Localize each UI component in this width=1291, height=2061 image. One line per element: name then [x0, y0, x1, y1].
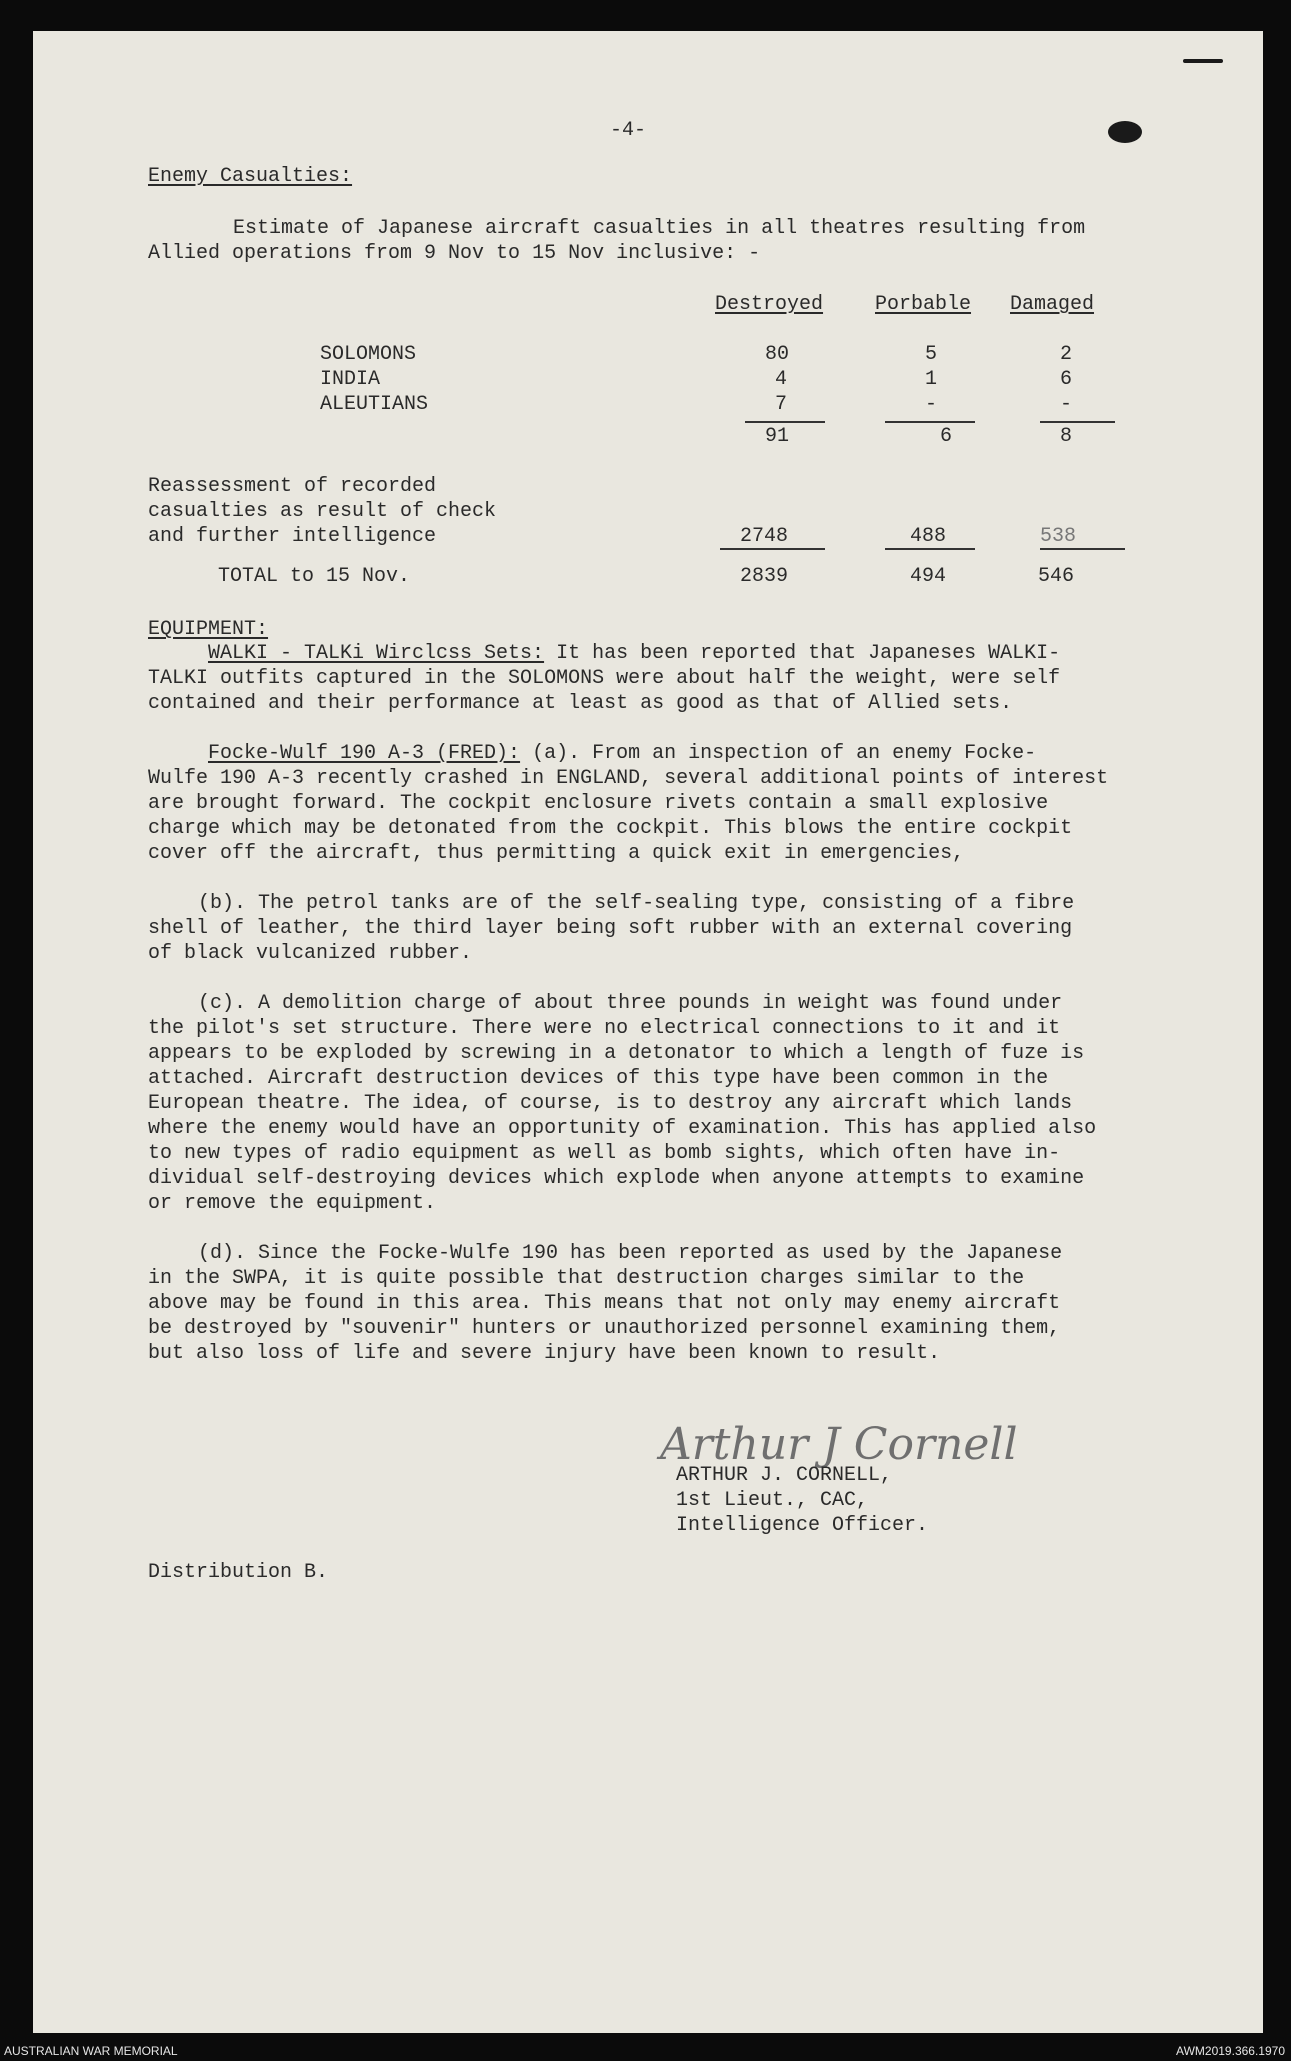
- cell-solomons-destroyed: 80: [765, 343, 790, 366]
- cell-solomons-probable: 5: [925, 343, 938, 366]
- total-rule-destroyed: [720, 548, 825, 550]
- total-damaged: 546: [1038, 565, 1075, 588]
- para-c-line-4: attached. Aircraft destruction devices of this type have been common in the: [148, 1067, 1049, 1090]
- para-b-line-1: (b). The petrol tanks are of the self-sealing type, consisting of a fibre: [198, 892, 1075, 915]
- equipment-heading: EQUIPMENT:: [148, 618, 269, 641]
- para-c-line-8: dividual self-destroying devices which explode when anyone attempts to examine: [148, 1167, 1085, 1190]
- cell-india-probable: 1: [925, 368, 938, 391]
- subtotal-probable: 6: [940, 425, 953, 448]
- para-c-line-3: appears to be exploded by screwing in a detonator to which a length of fuze is: [148, 1042, 1085, 1065]
- page-number: -4-: [610, 119, 647, 142]
- row-label-aleutians: ALEUTIANS: [320, 393, 429, 416]
- cell-india-destroyed: 4: [775, 368, 788, 391]
- enemy-casualties-heading: Enemy Casualties:: [148, 165, 353, 188]
- para-c-line-1: (c). A demolition charge of about three pounds in weight was found under: [198, 992, 1063, 1015]
- subtotal-damaged: 8: [1060, 425, 1073, 448]
- focke-line-3: are brought forward. The cockpit enclosure rivets contain a small explosive: [148, 792, 1049, 815]
- subtotal-rule-damaged: [1040, 421, 1115, 423]
- focke-line-4: charge which may be detonated from the cockpit. This blows the entire cockpit: [148, 817, 1073, 840]
- cell-solomons-damaged: 2: [1060, 343, 1073, 366]
- header-probable: Porbable: [875, 293, 972, 316]
- cell-india-damaged: 6: [1060, 368, 1073, 391]
- para-c-line-5: European theatre. The idea, of course, is to destroy any aircraft which lands: [148, 1092, 1073, 1115]
- ink-mark: [1183, 59, 1223, 63]
- focke-paragraph-line-1: [208, 741, 1036, 766]
- cell-aleutians-probable: -: [925, 393, 938, 416]
- para-c-line-7: to new types of radio equipment as well as bomb sights, which often have in-: [148, 1142, 1061, 1165]
- signature-title: Intelligence Officer.: [676, 1514, 929, 1537]
- footer-institution: AUSTRALIAN WAR MEMORIAL: [4, 2044, 178, 2058]
- distribution: Distribution B.: [148, 1561, 329, 1584]
- para-c-line-2: the pilot's set structure. There were no electrical connections to it and it: [148, 1017, 1061, 1040]
- para-d-line-4: be destroyed by "souvenir" hunters or unauthorized personnel examining them,: [148, 1317, 1061, 1340]
- walkie-paragraph-line-1: [208, 641, 1060, 666]
- cell-aleutians-damaged: -: [1060, 393, 1073, 416]
- para-b-line-3: of black vulcanized rubber.: [148, 942, 473, 965]
- total-rule-probable: [885, 548, 975, 550]
- signature-rank: 1st Lieut., CAC,: [676, 1489, 869, 1512]
- row-label-solomons: SOLOMONS: [320, 343, 417, 366]
- row-label-india: INDIA: [320, 368, 381, 391]
- para-d-line-1: (d). Since the Focke-Wulfe 190 has been reported as used by the Japanese: [198, 1242, 1063, 1265]
- para-d-line-5: but also loss of life and severe injury have been known to result.: [148, 1342, 941, 1365]
- header-damaged: Damaged: [1010, 293, 1095, 316]
- para-d-line-2: in the SWPA, it is quite possible that destruction charges similar to the: [148, 1267, 1025, 1290]
- subtotal-rule-probable: [885, 421, 975, 423]
- para-b-line-2: shell of leather, the third layer being soft rubber with an external covering: [148, 917, 1073, 940]
- total-label: TOTAL to 15 Nov.: [218, 565, 411, 588]
- walkie-line-1: It has been reported that Japaneses WALKI-: [544, 642, 1061, 665]
- focke-line-1: (a). From an inspection of an enemy Focke-: [520, 742, 1037, 765]
- para-d-line-3: above may be found in this area. This means that not only may enemy aircraft: [148, 1292, 1061, 1315]
- para-c-line-6: where the enemy would have an opportunity of examination. This has applied also: [148, 1117, 1097, 1140]
- ink-blot: [1108, 121, 1142, 143]
- estimate-line-2: Allied operations from 9 Nov to 15 Nov inclusive: -: [148, 242, 761, 265]
- reassessment-line-2: casualties as result of check: [148, 500, 497, 523]
- handwritten-signature: Arthur J Cornell: [660, 1419, 1018, 1470]
- walkie-line-2: TALKI outfits captured in the SOLOMONS were about half the weight, were self: [148, 667, 1061, 690]
- cell-aleutians-destroyed: 7: [775, 393, 788, 416]
- reassessment-probable: 488: [910, 525, 947, 548]
- estimate-line-1: Estimate of Japanese aircraft casualties in all theatres resulting from: [233, 217, 1086, 240]
- reassessment-damaged: 538: [1040, 525, 1077, 548]
- focke-title: Focke-Wulf 190 A-3 (FRED):: [208, 742, 521, 765]
- para-c-line-9: or remove the equipment.: [148, 1192, 437, 1215]
- walkie-line-3: contained and their performance at least as good as that of Allied sets.: [148, 692, 1013, 715]
- reassessment-destroyed: 2748: [740, 525, 789, 548]
- walkie-title: WALKI - TALKi Wirclcss Sets:: [208, 642, 545, 665]
- header-destroyed: Destroyed: [715, 293, 824, 316]
- reassessment-line-3: and further intelligence: [148, 525, 437, 548]
- subtotal-destroyed: 91: [765, 425, 790, 448]
- reassessment-line-1: Reassessment of recorded: [148, 475, 437, 498]
- focke-line-2: Wulfe 190 A-3 recently crashed in ENGLAND, several additional points of interest: [148, 767, 1109, 790]
- signature-name: ARTHUR J. CORNELL,: [676, 1464, 893, 1487]
- total-rule-damaged: [1040, 548, 1125, 550]
- subtotal-rule-destroyed: [745, 421, 825, 423]
- total-destroyed: 2839: [740, 565, 789, 588]
- focke-line-5: cover off the aircraft, thus permitting a quick exit in emergencies,: [148, 842, 965, 865]
- total-probable: 494: [910, 565, 947, 588]
- footer-accession: AWM2019.366.1970: [1176, 2044, 1285, 2058]
